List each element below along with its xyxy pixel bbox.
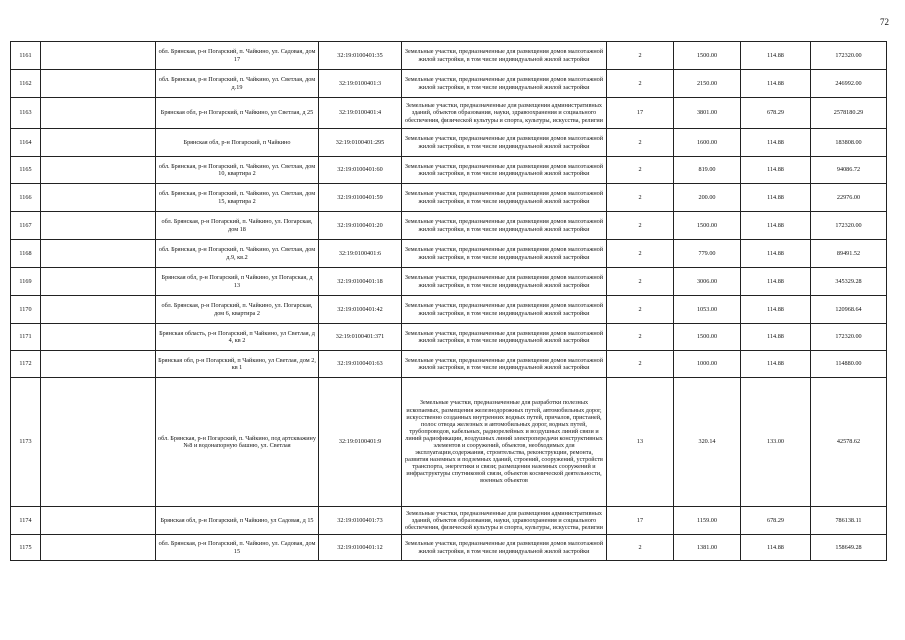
area-cell: 1053.00 [674,296,741,324]
area-cell: 1500.00 [674,42,741,70]
address-cell: обл. Брянская, р-н Погарский, п. Чайкино, ул. Светлая, дом д.19 [156,70,319,98]
rate-cell: 133.00 [741,378,811,507]
address-cell: Брянская обл, р-н Погарский, п Чайкино, ул Погарская, д 13 [156,268,319,296]
cadastral-number-cell: 32:19:0100401:42 [319,296,402,324]
row-number: 1174 [11,507,41,535]
address-cell: обл. Брянская, р-н Погарский, п. Чайкино, ул. Светлая, дом д.9, кв.2 [156,240,319,268]
address-cell: Брянская область, р-н Погарский, п Чайкино, ул Светлая, д 4, кв 2 [156,324,319,351]
group-cell: 2 [607,212,674,240]
spacer-cell [41,42,156,70]
table-row [11,70,887,98]
cadastral-value-cell: 172320.00 [811,324,887,351]
area-cell: 1500.00 [674,212,741,240]
table-row [11,184,887,212]
cadastral-number-cell: 32:19:0100401:59 [319,184,402,212]
row-number: 1168 [11,240,41,268]
cadastral-number-cell: 32:19:0100401:12 [319,535,402,561]
address-cell: Брянская обл, р-н Погарский, п Чайкино [156,129,319,157]
table-row [11,378,887,507]
land-use-cell: Земельные участки, предназначенные для размещения административных зданий, объектов образования, науки, здравоохранения и социального обеспечения, физической культуры и спорта, культуры, искусства, религии [402,507,607,535]
cadastral-value-cell: 42578.62 [811,378,887,507]
rate-cell: 114.88 [741,240,811,268]
area-cell: 1500.00 [674,324,741,351]
spacer-cell [41,324,156,351]
group-cell: 2 [607,296,674,324]
spacer-cell [41,98,156,129]
cadastral-value-cell: 345329.28 [811,268,887,296]
row-number: 1162 [11,70,41,98]
address-cell: обл. Брянская, р-н Погарский, п. Чайкино, ул. Погарская, дом 18 [156,212,319,240]
cadastral-number-cell: 32:19:0100401:73 [319,507,402,535]
rate-cell: 114.88 [741,157,811,184]
land-use-cell: Земельные участки, предназначенные для размещения домов малоэтажной жилой застройки, в том числе индивидуальной жилой застройки [402,129,607,157]
group-cell: 13 [607,378,674,507]
row-number: 1166 [11,184,41,212]
cadastral-value-cell: 94086.72 [811,157,887,184]
cadastral-number-cell: 32:19:0100401:18 [319,268,402,296]
address-cell: Брянская обл, р-н Погарский, п Чайкино, ул Светлая, д 25 [156,98,319,129]
land-use-cell: Земельные участки, предназначенные для размещения домов малоэтажной жилой застройки, в том числе индивидуальной жилой застройки [402,42,607,70]
row-number: 1171 [11,324,41,351]
spacer-cell [41,129,156,157]
rate-cell: 114.88 [741,129,811,157]
address-cell: обл. Брянская, р-н Погарский, п. Чайкино, под артскважину №8 и водонапорную башню, ул. Светлая [156,378,319,507]
group-cell: 2 [607,184,674,212]
address-cell: Брянская обл, р-н Погарский, п Чайкино, ул Светлая, дом 2, кв 1 [156,351,319,378]
table-row [11,268,887,296]
land-use-cell: Земельные участки, предназначенные для размещения домов малоэтажной жилой застройки, в том числе индивидуальной жилой застройки [402,296,607,324]
rate-cell: 114.88 [741,268,811,296]
address-cell: обл. Брянская, р-н Погарский, п. Чайкино, ул. Светлая, дом 15, квартира 2 [156,184,319,212]
address-cell: обл. Брянская, р-н Погарский, п. Чайкино, ул. Светлая, дом 10, квартира 2 [156,157,319,184]
rate-cell: 114.88 [741,212,811,240]
cadastral-number-cell: 32:19:0100401:60 [319,157,402,184]
cadastral-value-cell: 114880.00 [811,351,887,378]
row-number: 1163 [11,98,41,129]
area-cell: 2150.00 [674,70,741,98]
address-cell: обл. Брянская, р-н Погарский, п. Чайкино, ул. Садовая, дом 17 [156,42,319,70]
table-row [11,507,887,535]
address-cell: обл. Брянская, р-н Погарский, п. Чайкино, ул. Погарская, дом 6, квартира 2 [156,296,319,324]
land-use-cell: Земельные участки, предназначенные для размещения домов малоэтажной жилой застройки, в том числе индивидуальной жилой застройки [402,268,607,296]
table-row [11,212,887,240]
area-cell: 779.00 [674,240,741,268]
cadastral-value-cell: 172320.00 [811,212,887,240]
cadastral-value-cell: 22976.00 [811,184,887,212]
row-number: 1164 [11,129,41,157]
cadastral-number-cell: 32:19:0100401:4 [319,98,402,129]
group-cell: 2 [607,268,674,296]
table-row [11,351,887,378]
table-row [11,240,887,268]
table-body [11,42,887,561]
cadastral-value-cell: 172320.00 [811,42,887,70]
rate-cell: 114.88 [741,351,811,378]
address-cell: Брянская обл, р-н Погарский, п Чайкино, ул Садовая, д 15 [156,507,319,535]
table-row [11,129,887,157]
land-use-cell: Земельные участки, предназначенные для размещения домов малоэтажной жилой застройки, в том числе индивидуальной жилой застройки [402,535,607,561]
row-number: 1175 [11,535,41,561]
cadastral-value-cell: 2578180.29 [811,98,887,129]
page-number: 72 [880,17,889,27]
spacer-cell [41,378,156,507]
table-row [11,98,887,129]
spacer-cell [41,535,156,561]
cadastral-number-cell: 32:19:0100401:20 [319,212,402,240]
group-cell: 2 [607,535,674,561]
rate-cell: 114.88 [741,42,811,70]
table-row [11,324,887,351]
cadastral-value-cell: 158649.28 [811,535,887,561]
area-cell: 320.14 [674,378,741,507]
area-cell: 200.00 [674,184,741,212]
table-row [11,296,887,324]
row-number: 1170 [11,296,41,324]
spacer-cell [41,296,156,324]
address-cell: обл. Брянская, р-н Погарский, п. Чайкино, ул. Садовая, дом 15 [156,535,319,561]
land-use-cell: Земельные участки, предназначенные для размещения домов малоэтажной жилой застройки, в том числе индивидуальной жилой застройки [402,184,607,212]
land-use-cell: Земельные участки, предназначенные для размещения домов малоэтажной жилой застройки, в том числе индивидуальной жилой застройки [402,240,607,268]
group-cell: 17 [607,98,674,129]
row-number: 1167 [11,212,41,240]
rate-cell: 114.88 [741,324,811,351]
spacer-cell [41,507,156,535]
land-use-cell: Земельные участки, предназначенные для размещения домов малоэтажной жилой застройки, в том числе индивидуальной жилой застройки [402,212,607,240]
land-use-cell: Земельные участки, предназначенные для размещения домов малоэтажной жилой застройки, в том числе индивидуальной жилой застройки [402,351,607,378]
table-row [11,535,887,561]
area-cell: 3006.00 [674,268,741,296]
cadastral-number-cell: 32:19:0100401:6 [319,240,402,268]
land-use-cell: Земельные участки, предназначенные для разработки полезных ископаемых, размещения железнодорожных путей, автомобильных дорог, искусственно созданных внутренних водных путей, причалов, пристаней, полос отвода железных и автомобильных дорог, водных путей, трубопроводов, кабельных, радиорелейных и воздушных линий связи и линий радиофикации, воздушных линий электропередачи конструктивных элементов и сооружений, объектов, необходимых для эксплуатации,содержания, строительства, реконструкции, ремонта, развития наземных и подземных зданий, строений, сооружений, устройств транспорта, энергетики и связи; размещения наземных сооружений и инфраструктуры спутниковой связи, объектов космической деятельности, военных объектов [402,378,607,507]
group-cell: 2 [607,70,674,98]
group-cell: 17 [607,507,674,535]
row-number: 1172 [11,351,41,378]
cadastral-number-cell: 32:19:0100401:295 [319,129,402,157]
area-cell: 1159.00 [674,507,741,535]
rate-cell: 678.29 [741,98,811,129]
cadastral-value-cell: 246992.00 [811,70,887,98]
row-number: 1173 [11,378,41,507]
cadastral-number-cell: 32:19:0100401:3 [319,70,402,98]
land-use-cell: Земельные участки, предназначенные для размещения домов малоэтажной жилой застройки, в том числе индивидуальной жилой застройки [402,157,607,184]
area-cell: 819.00 [674,157,741,184]
area-cell: 3801.00 [674,98,741,129]
row-number: 1165 [11,157,41,184]
group-cell: 2 [607,351,674,378]
cadastral-value-cell: 786138.11 [811,507,887,535]
table-row [11,42,887,70]
area-cell: 1381.00 [674,535,741,561]
rate-cell: 114.88 [741,184,811,212]
land-registry-table [10,41,887,561]
group-cell: 2 [607,240,674,268]
cadastral-value-cell: 89491.52 [811,240,887,268]
rate-cell: 114.88 [741,70,811,98]
table-row [11,157,887,184]
land-use-cell: Земельные участки, предназначенные для размещения административных зданий, объектов образования, науки, здравоохранения и социального обеспечения, физической культуры и спорта, культуры, искусства, религии [402,98,607,129]
cadastral-value-cell: 120968.64 [811,296,887,324]
cadastral-value-cell: 183808.00 [811,129,887,157]
rate-cell: 114.88 [741,296,811,324]
land-use-cell: Земельные участки, предназначенные для размещения домов малоэтажной жилой застройки, в том числе индивидуальной жилой застройки [402,70,607,98]
area-cell: 1000.00 [674,351,741,378]
rate-cell: 114.88 [741,535,811,561]
cadastral-number-cell: 32:19:0100401:63 [319,351,402,378]
area-cell: 1600.00 [674,129,741,157]
land-use-cell: Земельные участки, предназначенные для размещения домов малоэтажной жилой застройки, в том числе индивидуальной жилой застройки [402,324,607,351]
row-number: 1161 [11,42,41,70]
cadastral-number-cell: 32:19:0100401:371 [319,324,402,351]
group-cell: 2 [607,324,674,351]
cadastral-number-cell: 32:19:0100401:35 [319,42,402,70]
group-cell: 2 [607,42,674,70]
spacer-cell [41,184,156,212]
spacer-cell [41,157,156,184]
spacer-cell [41,70,156,98]
group-cell: 2 [607,129,674,157]
spacer-cell [41,240,156,268]
group-cell: 2 [607,157,674,184]
spacer-cell [41,268,156,296]
row-number: 1169 [11,268,41,296]
rate-cell: 678.29 [741,507,811,535]
cadastral-number-cell: 32:19:0100401:9 [319,378,402,507]
spacer-cell [41,212,156,240]
spacer-cell [41,351,156,378]
